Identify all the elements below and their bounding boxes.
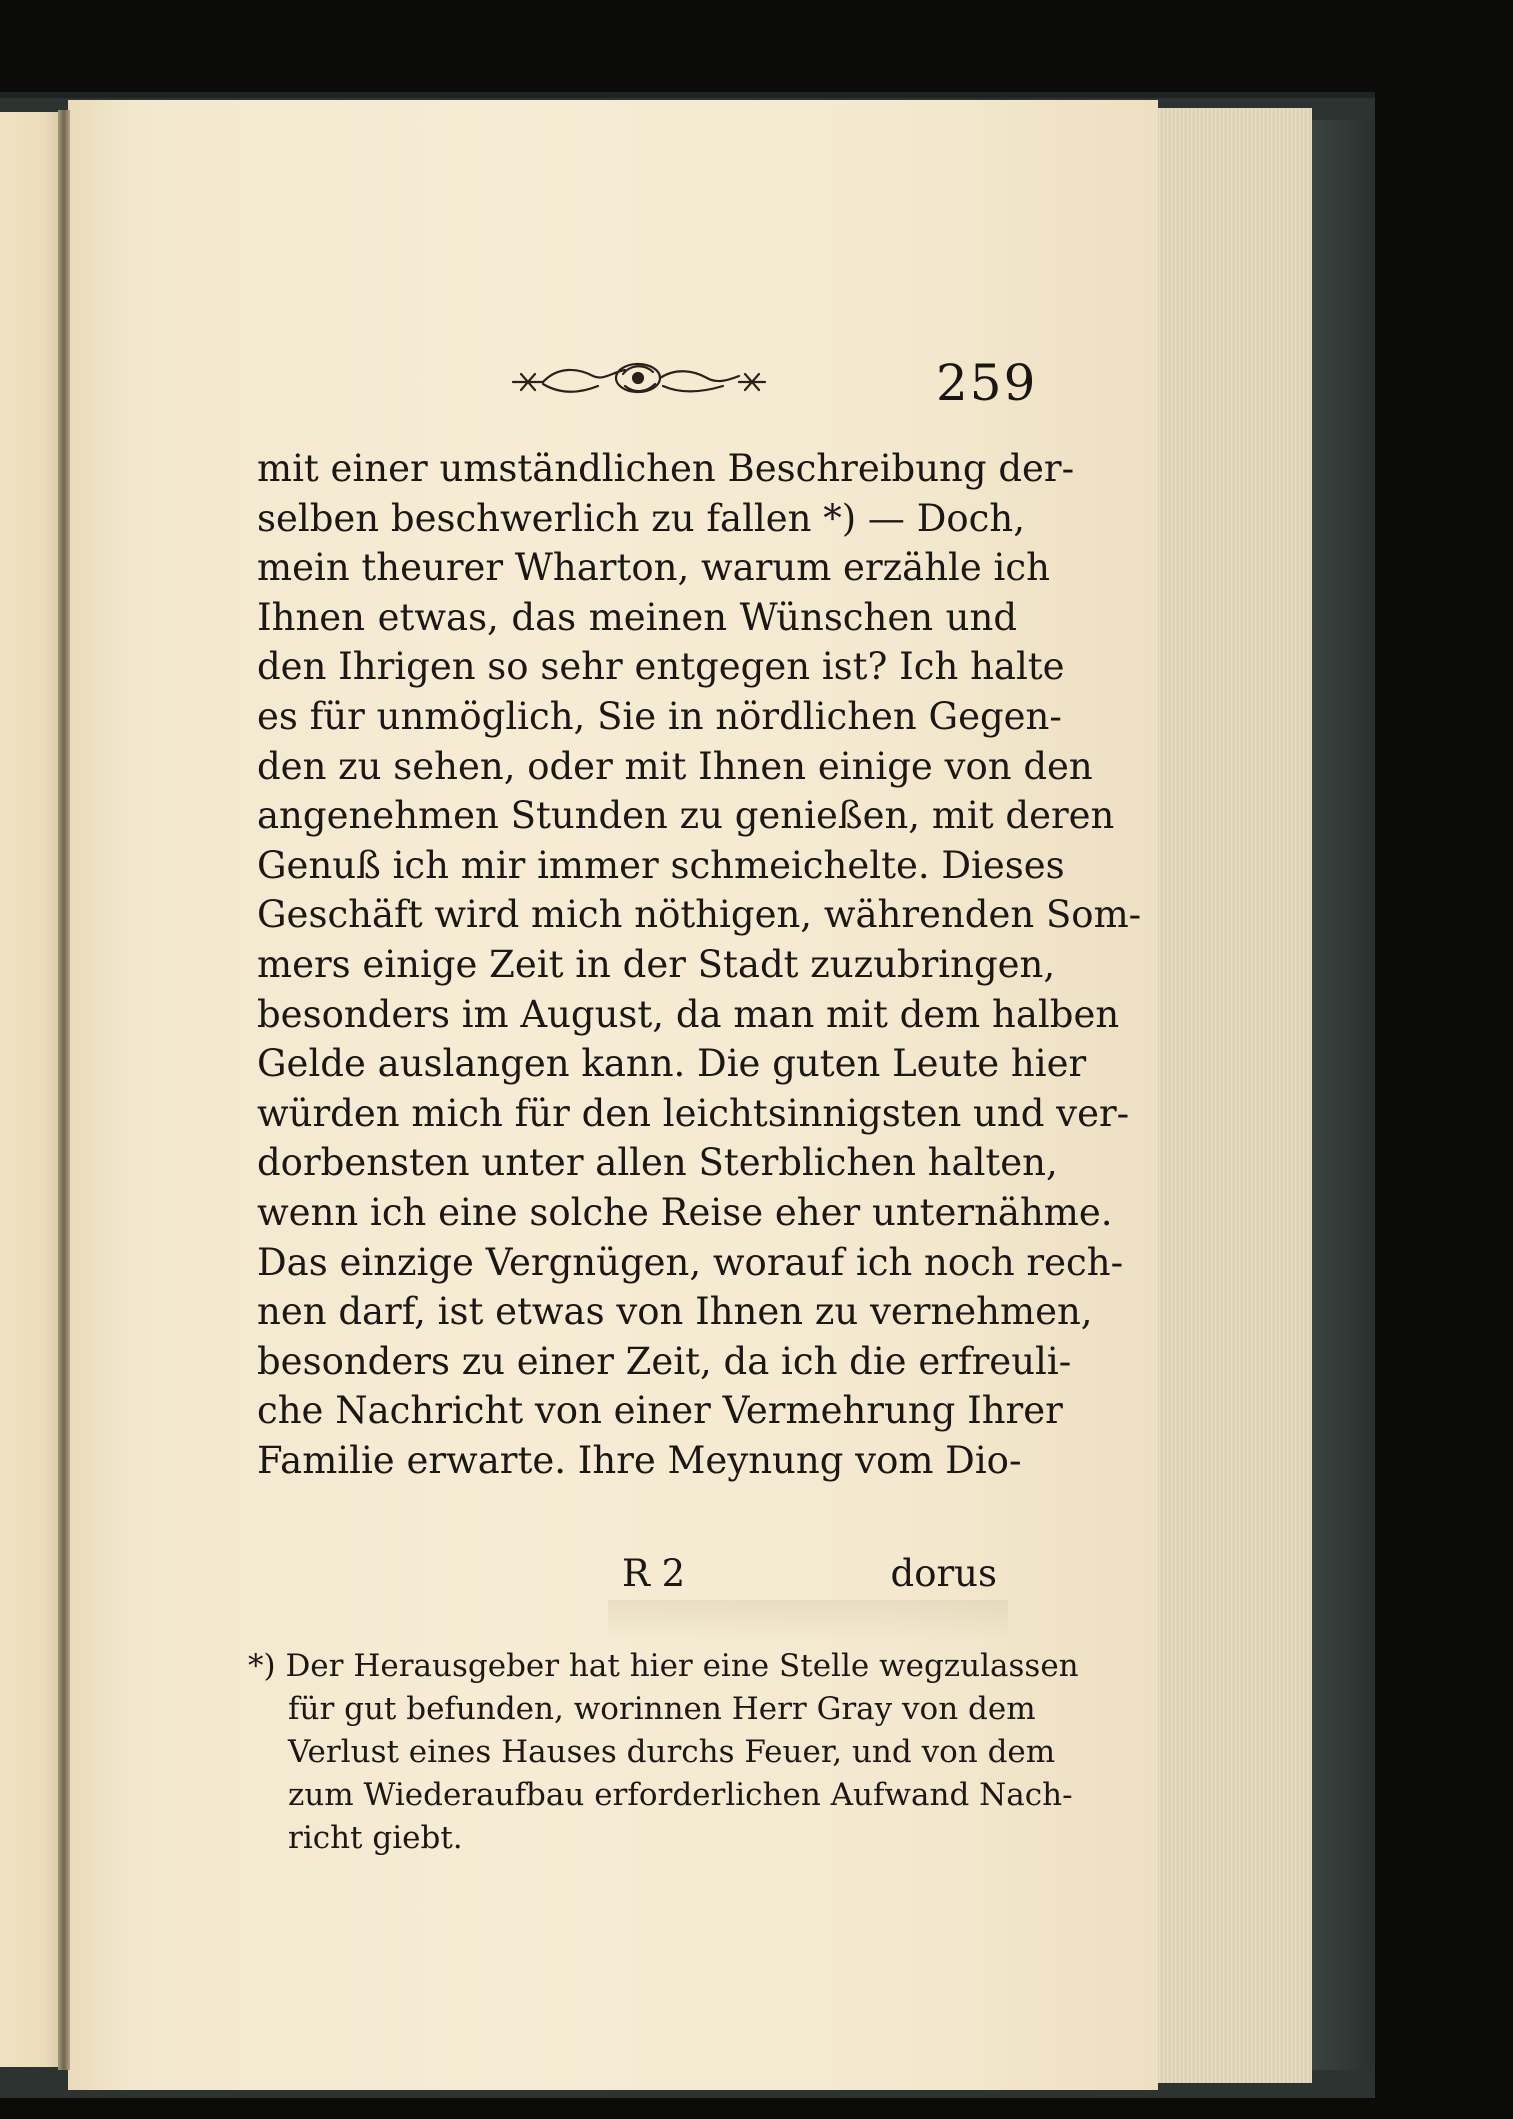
page-block-edge (1150, 108, 1312, 2083)
body-text (257, 444, 1142, 1485)
text-line: besonders im August, da man mit dem halben (257, 992, 1120, 1036)
text-line: den zu sehen, oder mit Ihnen einige von den (257, 744, 1093, 788)
text-line: nen darf, ist etwas von Ihnen zu vernehmen, (257, 1290, 1093, 1334)
text-line: Familie erwarte. Ihre Meynung vom Dio- (257, 1438, 1022, 1482)
text-line: Geschäft wird mich nöthigen, währenden Som- (257, 893, 1142, 937)
text-line: che Nachricht von einer Vermehrung Ihrer (257, 1389, 1063, 1433)
footnote (248, 1645, 1079, 1860)
back-cover-board (1312, 120, 1374, 2070)
text-line: mein theurer Wharton, warum erzähle ich (257, 546, 1050, 590)
catchword: dorus (890, 1552, 997, 1595)
text-line: mit einer umständlichen Beschreibung der- (257, 447, 1075, 490)
footnote-line: Verlust eines Hauses durchs Feuer, und von dem (288, 1734, 1056, 1770)
text-line: besonders zu einer Zeit, da ich die erfreuli- (257, 1339, 1072, 1383)
footnote-line: *) Der Herausgeber hat hier eine Stelle wegzulassen (248, 1648, 1079, 1684)
catch-line (257, 1552, 1017, 1602)
gutter-fold (58, 110, 70, 2070)
headpiece-ornament-icon (503, 356, 773, 404)
footnote-line: richt giebt. (288, 1820, 463, 1856)
text-line: dorbensten unter allen Sterblichen halten, (257, 1141, 1058, 1185)
text-line: Das einzige Vergnügen, worauf ich noch rech- (257, 1240, 1124, 1284)
text-line: wenn ich eine solche Reise eher unternähme. (257, 1190, 1113, 1234)
text-line: würden mich für den leichtsinnigsten und ver- (257, 1091, 1130, 1135)
footnote-line: zum Wiederaufbau erforderlichen Aufwand Nach- (288, 1777, 1073, 1813)
footnote-line: für gut befunden, worinnen Herr Gray von dem (288, 1691, 1036, 1727)
facing-page-edge (0, 112, 64, 2067)
text-line: mers einige Zeit in der Stadt zuzubringen, (257, 942, 1056, 986)
text-line: Gelde auslangen kann. Die guten Leute hier (257, 1042, 1087, 1086)
text-line: Ihnen etwas, das meinen Wünschen und (257, 595, 1017, 639)
page-number: 259 (936, 354, 1038, 412)
show-through-shadow (608, 1600, 1008, 1640)
signature-mark: R 2 (622, 1552, 686, 1595)
text-line: angenehmen Stunden zu genießen, mit deren (257, 794, 1115, 838)
text-line: es für unmöglich, Sie in nördlichen Gegen- (257, 694, 1062, 738)
book-page (68, 100, 1158, 2090)
text-line: Genuß ich mir immer schmeichelte. Dieses (257, 843, 1065, 887)
text-line: selben beschwerlich zu fallen *) — Doch, (257, 496, 1025, 540)
text-line: den Ihrigen so sehr entgegen ist? Ich halte (257, 645, 1065, 689)
